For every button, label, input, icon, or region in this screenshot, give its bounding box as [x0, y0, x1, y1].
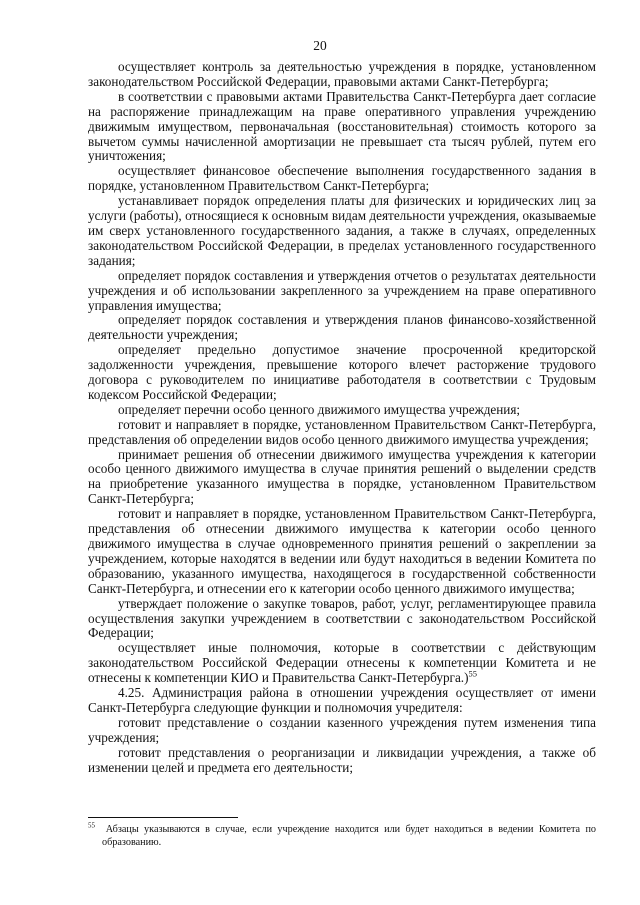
footnote [88, 823, 596, 849]
paragraph: определяет порядок составления и утверждения отчетов о результатах деятельности учреждения и об использовании закрепленного за учреждением на праве оперативного управления имущества; [88, 267, 596, 313]
body-text [88, 60, 596, 776]
paragraph: осуществляет финансовое обеспечение выполнения государственного задания в порядке, установленном Правительством Санкт-Петербурга; [88, 163, 596, 194]
paragraph: определяет перечни особо ценного движимого имущества учреждения; [118, 401, 521, 417]
section-paragraph: 4.25. Администрация района в отношении учреждения осуществляет от имени Санкт-Петербурга следующие функции и полномочия учредителя: [88, 685, 596, 715]
paragraph: готовит представления о реорганизации и ликвидации учреждения, а также об изменении целей и предмета его деятельности; [88, 744, 596, 775]
paragraph: в соответствии с правовыми актами Правительства Санкт-Петербурга дает согласие на распоряжение принадлежащим на праве оперативного управления учреждению движимым имуществом, первоначальная (восстановительная) стоимость которого за вычетом суммы начисленной амортизации не превышает ста тысяч рублей, путем его уничтожения; [88, 88, 596, 164]
paragraph-text: осуществляет иные полномочия, которые в соответствии с действующим законодательством Российской Федерации отнесены к компетенции Комитета и не отнесены к компетенции КИО и Правительства Санкт-Петербурга.) [88, 640, 596, 686]
paragraph: осуществляет контроль за деятельностью учреждения в порядке, установленном законодательством Российской Федерации, правовыми актами Санкт-Петербурга; [88, 59, 596, 89]
paragraph: принимает решения об отнесении движимого имущества учреждения к категории особо ценного движимого имущества в случае принятия решений о выделении средств на приобретение указанного имущества в порядке, установленном Правительством Санкт-Петербурга; [88, 446, 596, 507]
paragraph: утверждает положение о закупке товаров, работ, услуг, регламентирующее правила осуществления закупки учреждением в соответствии с законодательством Российской Федерации; [88, 595, 596, 641]
paragraph: определяет порядок составления и утверждения планов финансово-хозяйственной деятельности учреждения; [88, 312, 596, 343]
footnote-text: Абзацы указываются в случае, если учреждение находится или будет находиться в ведении Комитета по образованию. [102, 824, 596, 848]
footnote-reference: 55 [468, 668, 477, 679]
paragraph: готовит и направляет в порядке, установленном Правительством Санкт-Петербурга, представления об отнесении движимого имущества к категории особо ценного движимого имущества в случае одновременного принятия решений о закреплении за учреждением, которые находятся в ведении или будут находиться в ведении Комитета по образованию, указанного имущества, находящегося в государственной собственности Санкт-Петербурга, и отнесении его к категории особо ценного движимого имущества; [88, 506, 596, 596]
paragraph: готовит представление о создании казенного учреждения путем изменения типа учреждения; [88, 714, 596, 745]
footnote-number: 55 [88, 821, 95, 830]
paragraph: устанавливает порядок определения платы для физических и юридических лиц за услуги (работы), относящиеся к основным видам деятельности учреждения, оказываемые им сверх установленного государственного задания, а также в случаях, определенных законодательством Российской Федерации, в пределах установленного государственного задания; [88, 193, 596, 268]
paragraph: определяет предельно допустимое значение просроченной кредиторской задолженности учреждения, превышение которого влечет расторжение трудового договора с руководителем по инициативе работодателя в соответствии с Трудовым кодексом Российской Федерации; [88, 342, 596, 402]
page-number: 20 [313, 38, 327, 53]
paragraph: готовит и направляет в порядке, установленном Правительством Санкт-Петербурга, представления об определении видов особо ценного движимого имущества учреждения; [88, 416, 596, 447]
paragraph-with-footnote [88, 641, 596, 686]
footnote-divider [88, 817, 238, 818]
